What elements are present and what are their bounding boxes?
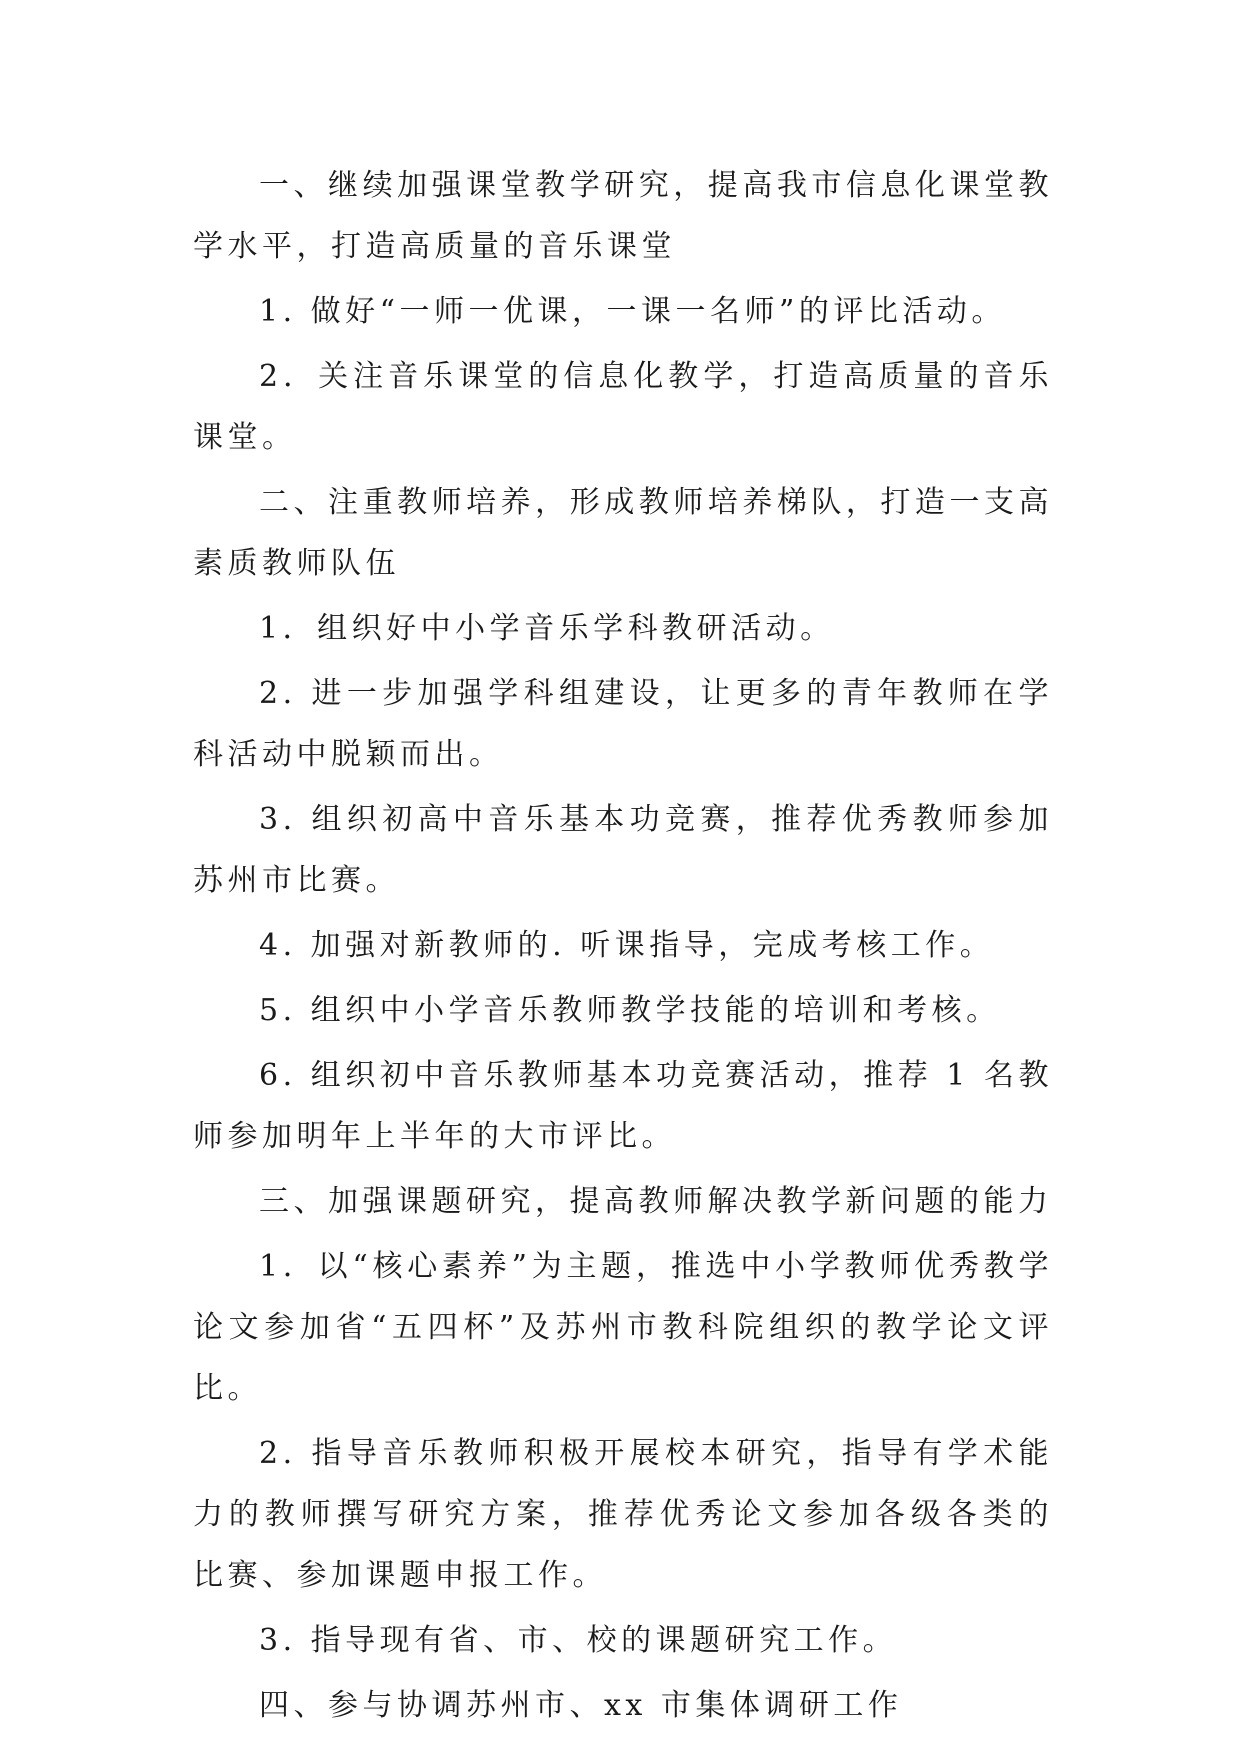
list-item: 4. 加强对新教师的. 听课指导，完成考核工作。 (259, 928, 995, 963)
list-item: 3. 指导现有省、市、校的课题研究工作。 (259, 1623, 898, 1658)
document-body (193, 155, 1053, 1740)
section-heading-2: 二、注重教师培养，形成教师培养梯队，打造一支高素质教师队伍 (193, 485, 1053, 581)
list-item: 1．组织好中小学音乐学科教研活动。 (259, 611, 835, 646)
section-heading-4: 四、参与协调苏州市、xx 市集体调研工作 (259, 1688, 903, 1723)
section-heading-1: 一、继续加强课堂教学研究，提高我市信息化课堂教学水平，打造高质量的音乐课堂 (193, 168, 1053, 264)
list-item: 3. 组织初高中音乐基本功竞赛，推荐优秀教师参加苏州市比赛。 (193, 802, 1053, 898)
section-heading-3: 三、加强课题研究，提高教师解决教学新问题的能力 (259, 1184, 1053, 1219)
list-item: 1．以“核心素养”为主题，推选中小学教师优秀教学论文参加省“五四杯”及苏州市教科院组织的教学论文评比。 (193, 1249, 1053, 1406)
list-item: 2. 指导音乐教师积极开展校本研究，指导有学术能力的教师撰写研究方案，推荐优秀论文参加各级各类的比赛、参加课题申报工作。 (193, 1436, 1053, 1593)
list-item: 6. 组织初中音乐教师基本功竞赛活动，推荐 1 名教师参加明年上半年的大市评比。 (193, 1058, 1053, 1154)
list-item: 2. 进一步加强学科组建设，让更多的青年教师在学科活动中脱颖而出。 (193, 676, 1053, 772)
list-item: 2．关注音乐课堂的信息化教学，打造高质量的音乐课堂。 (193, 359, 1053, 455)
list-item: 5. 组织中小学音乐教师教学技能的培训和考核。 (259, 993, 1001, 1028)
list-item: 1. 做好“一师一优课，一课一名师”的评比活动。 (259, 294, 1006, 329)
